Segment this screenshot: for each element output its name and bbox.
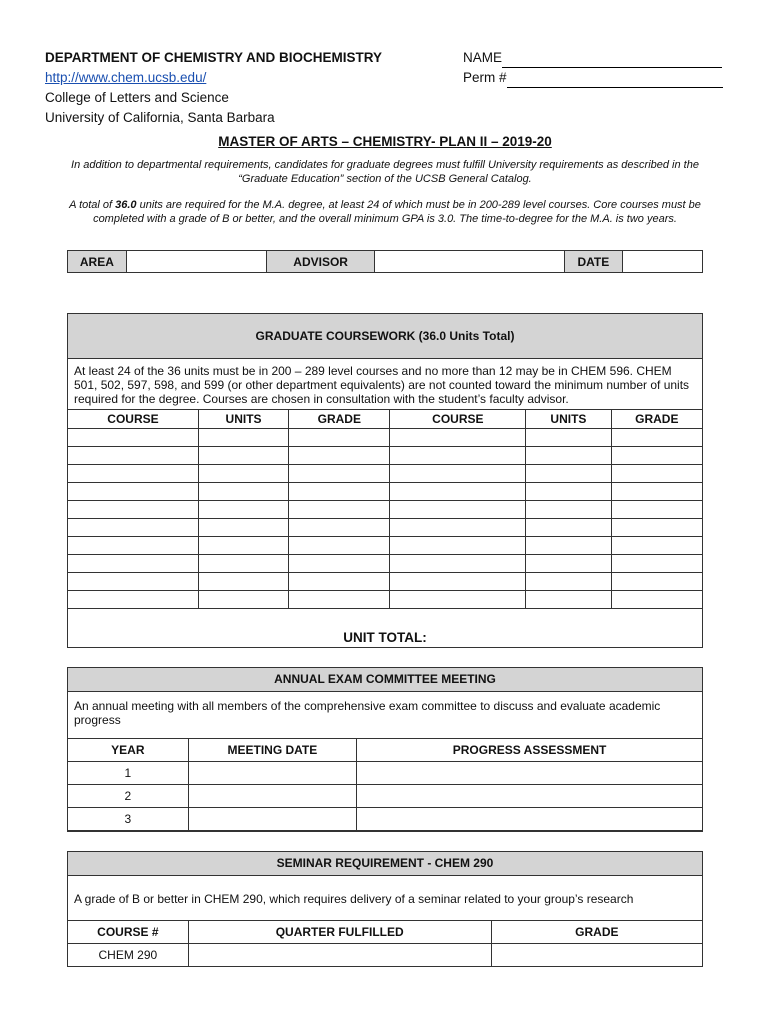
course-cell[interactable] [68, 591, 199, 609]
col-course-2: COURSE [390, 410, 526, 429]
grade-cell[interactable] [289, 465, 390, 483]
table-row [68, 483, 703, 501]
unit-total-label: UNIT TOTAL: [343, 630, 427, 645]
course-cell[interactable] [68, 429, 199, 447]
grade-cell[interactable] [289, 573, 390, 591]
progress-assessment-cell[interactable] [357, 762, 703, 785]
col-grade-1: GRADE [289, 410, 390, 429]
perm-field[interactable] [507, 72, 723, 88]
col-grade: GRADE [491, 921, 702, 944]
grade-cell[interactable] [611, 465, 702, 483]
units-cell[interactable] [526, 573, 611, 591]
area-field[interactable] [126, 251, 267, 273]
col-course-1: COURSE [68, 410, 199, 429]
table-row [68, 555, 703, 573]
name-field[interactable] [502, 52, 722, 68]
date-label: DATE [565, 251, 623, 273]
graduate-coursework-section [67, 313, 703, 648]
seminar-description: A grade of B or better in CHEM 290, which requires delivery of a seminar related to your group’s research [74, 892, 634, 906]
course-cell[interactable] [390, 573, 526, 591]
course-number-cell: CHEM 290 [68, 944, 189, 967]
table-row [68, 501, 703, 519]
grade-cell[interactable] [611, 483, 702, 501]
course-cell[interactable] [390, 555, 526, 573]
col-units-2: UNITS [526, 410, 611, 429]
perm-label: Perm # [463, 70, 507, 85]
grade-cell[interactable] [611, 591, 702, 609]
grade-cell[interactable] [289, 447, 390, 465]
course-cell[interactable] [68, 573, 199, 591]
course-cell[interactable] [390, 519, 526, 537]
col-course-number: COURSE # [68, 921, 189, 944]
units-cell[interactable] [526, 447, 611, 465]
col-units-1: UNITS [198, 410, 288, 429]
grade-cell[interactable] [289, 555, 390, 573]
units-cell[interactable] [526, 429, 611, 447]
coursework-description: At least 24 of the 36 units must be in 200 – 289 level courses and no more than 12 may be in CHEM 596. CHEM 501, 502, 597, 598, and 599 (or other department equivalents) are not counted toward the minimum number of units required for the degree. Courses are chosen in consultation with the student’s faculty advisor. [74, 364, 690, 406]
course-cell[interactable] [68, 555, 199, 573]
course-cell[interactable] [68, 465, 199, 483]
seminar-section [67, 851, 703, 967]
progress-assessment-cell[interactable] [357, 785, 703, 808]
course-cell[interactable] [68, 483, 199, 501]
course-cell[interactable] [390, 537, 526, 555]
col-grade-2: GRADE [611, 410, 702, 429]
course-cell[interactable] [390, 465, 526, 483]
department-header [45, 48, 382, 128]
table-row [68, 808, 703, 831]
grade-cell[interactable] [289, 483, 390, 501]
units-cell[interactable] [526, 591, 611, 609]
units-cell[interactable] [198, 591, 288, 609]
col-quarter-fulfilled: QUARTER FULFILLED [188, 921, 491, 944]
intro-paragraph-2 [55, 198, 715, 226]
name-label: NAME [463, 50, 503, 65]
annual-exam-section [67, 667, 703, 832]
grade-cell[interactable] [611, 555, 702, 573]
units-cell[interactable] [198, 483, 288, 501]
units-cell[interactable] [526, 519, 611, 537]
seminar-grade-cell[interactable] [491, 944, 702, 967]
grade-cell[interactable] [611, 573, 702, 591]
units-cell[interactable] [526, 465, 611, 483]
department-name: DEPARTMENT OF CHEMISTRY AND BIOCHEMISTRY [45, 50, 383, 65]
units-cell[interactable] [198, 537, 288, 555]
grade-cell[interactable] [289, 537, 390, 555]
units-cell[interactable] [198, 573, 288, 591]
grade-cell[interactable] [611, 519, 702, 537]
university-name: University of California, Santa Barbara [45, 110, 275, 125]
units-cell[interactable] [526, 501, 611, 519]
course-cell[interactable] [390, 501, 526, 519]
info-row-table [67, 250, 703, 273]
table-row [68, 573, 703, 591]
units-cell[interactable] [198, 465, 288, 483]
area-label: AREA [68, 251, 127, 273]
table-row [68, 762, 703, 785]
meeting-date-cell[interactable] [188, 762, 357, 785]
grade-cell[interactable] [611, 537, 702, 555]
exam-table [67, 738, 703, 831]
units-cell[interactable] [198, 447, 288, 465]
course-cell[interactable] [68, 537, 199, 555]
table-row [68, 591, 703, 609]
progress-assessment-cell[interactable] [357, 808, 703, 831]
table-row [68, 785, 703, 808]
seminar-heading: SEMINAR REQUIREMENT - CHEM 290 [68, 852, 702, 876]
course-cell[interactable] [68, 501, 199, 519]
college-name: College of Letters and Science [45, 90, 229, 105]
date-field[interactable] [622, 251, 702, 273]
grade-cell[interactable] [289, 519, 390, 537]
units-cell[interactable] [198, 555, 288, 573]
units-cell[interactable] [198, 429, 288, 447]
grade-cell[interactable] [611, 501, 702, 519]
units-cell[interactable] [526, 555, 611, 573]
table-row [68, 447, 703, 465]
course-cell[interactable] [68, 519, 199, 537]
units-cell[interactable] [198, 519, 288, 537]
course-cell[interactable] [390, 429, 526, 447]
course-cell[interactable] [390, 591, 526, 609]
intro-p2-before: A total of [69, 199, 116, 211]
table-row [68, 944, 703, 967]
intro-p2-units: 36.0 [115, 199, 137, 211]
grade-cell[interactable] [289, 591, 390, 609]
year-cell: 2 [68, 785, 189, 808]
advisor-field[interactable] [374, 251, 564, 273]
exam-heading: ANNUAL EXAM COMMITTEE MEETING [68, 668, 702, 692]
units-cell[interactable] [526, 537, 611, 555]
student-info-fields [463, 48, 723, 88]
table-row [68, 429, 703, 447]
advisor-label: ADVISOR [267, 251, 374, 273]
table-row [68, 519, 703, 537]
coursework-table [67, 409, 703, 609]
course-cell[interactable] [390, 483, 526, 501]
intro-paragraph-1: In addition to departmental requirements, candidates for graduate degrees must fulfill University requirements as described in the “Graduate Education” section of the UCSB General Catalog. [71, 159, 699, 185]
meeting-date-cell[interactable] [188, 808, 357, 831]
units-cell[interactable] [526, 483, 611, 501]
course-cell[interactable] [68, 447, 199, 465]
grade-cell[interactable] [611, 447, 702, 465]
year-cell: 1 [68, 762, 189, 785]
col-progress-assessment: PROGRESS ASSESSMENT [357, 739, 703, 762]
table-row [68, 537, 703, 555]
year-cell: 3 [68, 808, 189, 831]
intro-p2-after: units are required for the M.A. degree, at least 24 of which must be in 200-289 level courses. Core courses must be completed with a grade of B or better, and the overall minimum GPA is 3.0. The time-to-degree for the M.A. is two years. [93, 199, 701, 225]
col-year: YEAR [68, 739, 189, 762]
exam-description: An annual meeting with all members of the comprehensive exam committee to discuss and evaluate academic progress [74, 699, 661, 727]
grade-cell[interactable] [289, 501, 390, 519]
grade-cell[interactable] [289, 429, 390, 447]
seminar-table [67, 920, 703, 967]
course-cell[interactable] [390, 447, 526, 465]
col-meeting-date: MEETING DATE [188, 739, 357, 762]
coursework-heading: GRADUATE COURSEWORK (36.0 Units Total) [68, 314, 702, 359]
meeting-date-cell[interactable] [188, 785, 357, 808]
page-title: MASTER OF ARTS – CHEMISTRY- PLAN II – 2019-20 [218, 134, 552, 149]
table-row [68, 465, 703, 483]
units-cell[interactable] [198, 501, 288, 519]
grade-cell[interactable] [611, 429, 702, 447]
quarter-fulfilled-cell[interactable] [188, 944, 491, 967]
department-url-link[interactable]: http://www.chem.ucsb.edu/ [45, 70, 207, 85]
